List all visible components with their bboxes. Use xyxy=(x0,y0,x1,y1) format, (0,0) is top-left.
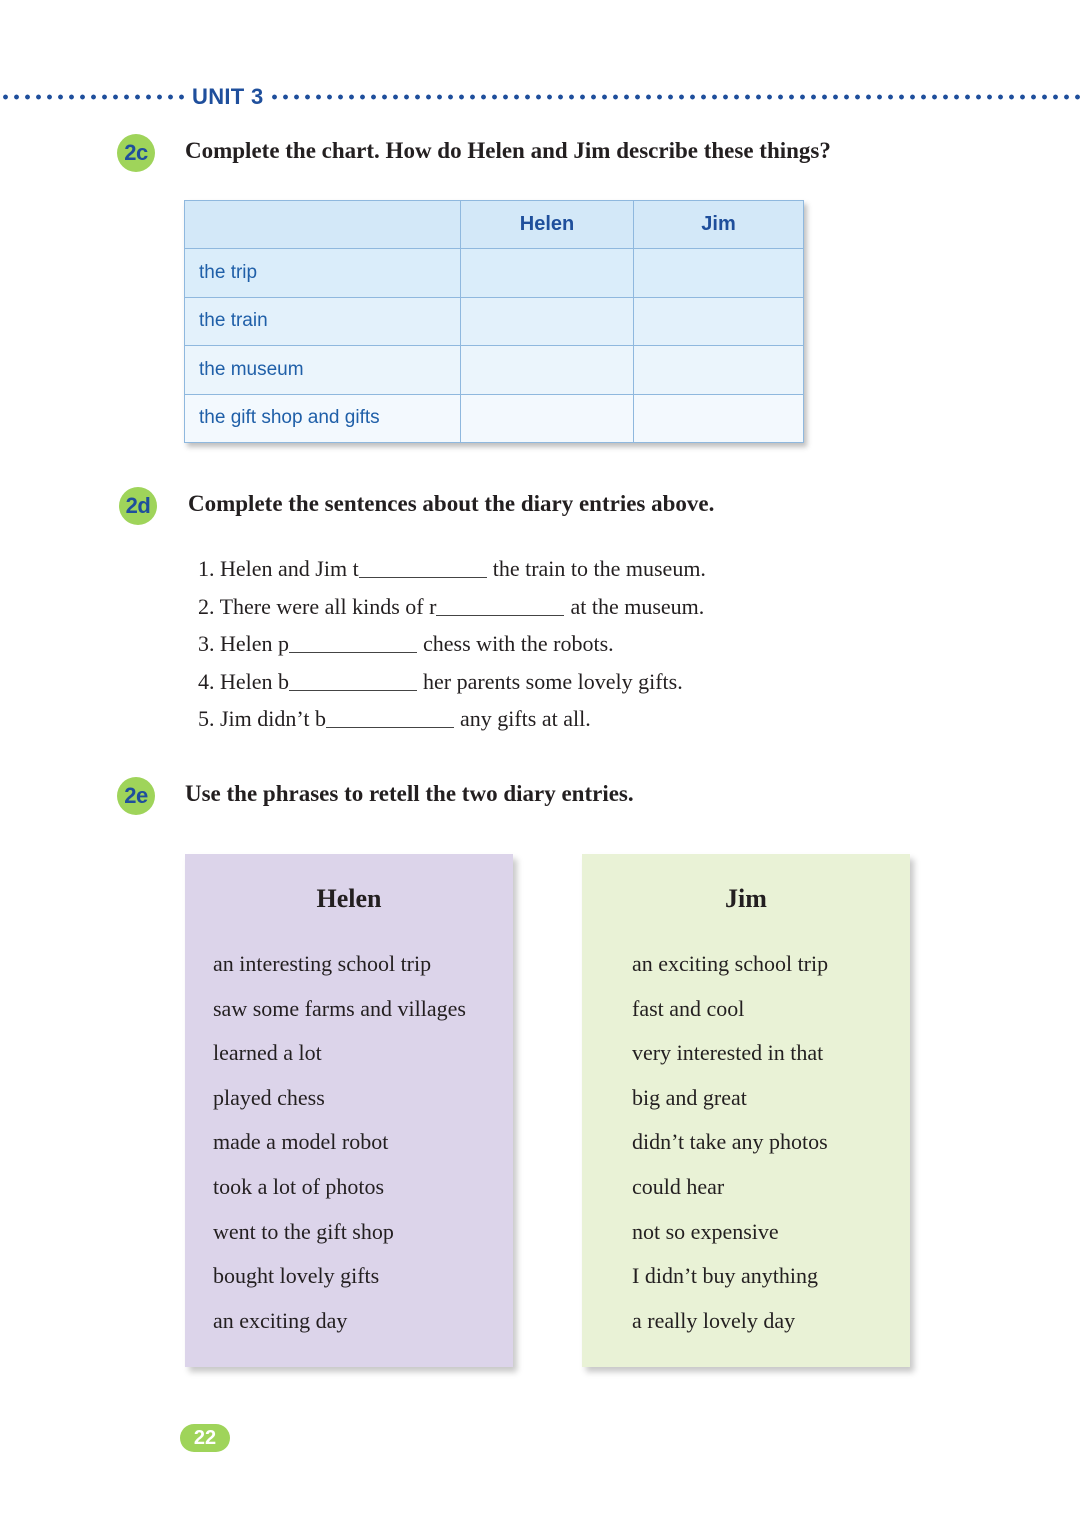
sentence-item xyxy=(198,663,706,701)
answer-cell-jim[interactable] xyxy=(634,346,804,394)
list-item: took a lot of photos xyxy=(213,1173,385,1199)
sentence-end: chess with the robots. xyxy=(423,631,614,656)
answer-cell-helen[interactable] xyxy=(461,249,634,297)
list-item: a really lovely day xyxy=(632,1307,796,1333)
table-row xyxy=(185,346,804,394)
list-item: didn’t take any photos xyxy=(632,1129,828,1155)
table-row xyxy=(185,249,804,297)
row-label: the gift shop and gifts xyxy=(185,394,461,442)
sentence-start: 4. Helen b xyxy=(198,668,290,694)
answer-cell-helen[interactable] xyxy=(461,394,634,442)
answer-cell-jim[interactable] xyxy=(634,297,804,345)
dotted-rule-right xyxy=(269,94,1080,100)
list-item: saw some farms and villages xyxy=(213,995,466,1021)
instruction-2e: Use the phrases to retell the two diary entries. xyxy=(185,781,634,806)
row-label: the trip xyxy=(185,249,461,297)
jim-card-title: Jim xyxy=(725,884,767,913)
list-item: could hear xyxy=(632,1173,725,1199)
instruction-2c: Complete the chart. How do Helen and Jim describe these things? xyxy=(185,138,831,163)
list-item: played chess xyxy=(213,1084,325,1110)
sentence-start: 5. Jim didn’t b xyxy=(198,706,326,731)
sentence-end: any gifts at all. xyxy=(459,706,591,731)
row-label: the museum xyxy=(185,346,461,394)
jim-phrase-card xyxy=(582,854,910,1367)
helen-phrase-card xyxy=(185,854,513,1367)
sentence-item xyxy=(198,625,706,663)
list-item: I didn’t buy anything xyxy=(632,1263,818,1289)
page-number: 22 xyxy=(180,1424,230,1452)
section-badge-2e: 2e xyxy=(117,777,155,815)
answer-blank[interactable] xyxy=(289,668,417,691)
table-row xyxy=(185,297,804,345)
sentence-start: 1. Helen and Jim t xyxy=(198,556,359,581)
list-item: an exciting day xyxy=(213,1307,348,1333)
list-item: big and great xyxy=(632,1084,747,1110)
answer-cell-jim[interactable] xyxy=(634,249,804,297)
unit-label: UNIT 3 xyxy=(192,84,264,109)
sentence-start: 2. There were all kinds of r xyxy=(198,593,437,619)
sentence-list xyxy=(198,550,706,738)
description-chart xyxy=(184,200,804,443)
helen-phrase-list xyxy=(213,942,466,1343)
section-badge-2d: 2d xyxy=(119,487,157,525)
helen-card-title: Helen xyxy=(316,884,382,913)
list-item: very interested in that xyxy=(632,1040,824,1066)
list-item: an exciting school trip xyxy=(632,951,829,976)
list-item: fast and cool xyxy=(632,995,745,1021)
sentence-item xyxy=(198,550,706,588)
sentence-start: 3. Helen p xyxy=(198,631,290,656)
dotted-rule-left xyxy=(0,94,188,100)
answer-blank[interactable] xyxy=(359,555,487,578)
answer-cell-helen[interactable] xyxy=(461,297,634,345)
sentence-end: her parents some lovely gifts. xyxy=(423,668,683,694)
list-item: bought lovely gifts xyxy=(213,1263,380,1289)
sentence-item xyxy=(198,700,706,738)
unit-header xyxy=(0,84,1080,110)
section-badge-2c: 2c xyxy=(117,134,155,172)
row-label: the train xyxy=(185,297,461,345)
answer-blank[interactable] xyxy=(326,705,454,728)
list-item: an interesting school trip xyxy=(213,951,432,976)
chart-header-empty xyxy=(185,201,461,249)
table-row xyxy=(185,394,804,442)
jim-phrase-list xyxy=(632,942,828,1343)
list-item: learned a lot xyxy=(213,1040,322,1066)
list-item: not so expensive xyxy=(632,1218,779,1244)
answer-blank[interactable] xyxy=(289,630,417,653)
answer-cell-helen[interactable] xyxy=(461,346,634,394)
chart-header-jim: Jim xyxy=(634,201,804,249)
sentence-end: the train to the museum. xyxy=(492,556,706,581)
instruction-2d: Complete the sentences about the diary entries above. xyxy=(188,491,715,516)
answer-cell-jim[interactable] xyxy=(634,394,804,442)
answer-blank[interactable] xyxy=(436,593,564,616)
sentence-end: at the museum. xyxy=(570,593,705,619)
list-item: went to the gift shop xyxy=(213,1218,394,1244)
chart-header-helen: Helen xyxy=(461,201,634,249)
sentence-item xyxy=(198,588,706,626)
list-item: made a model robot xyxy=(213,1129,389,1155)
